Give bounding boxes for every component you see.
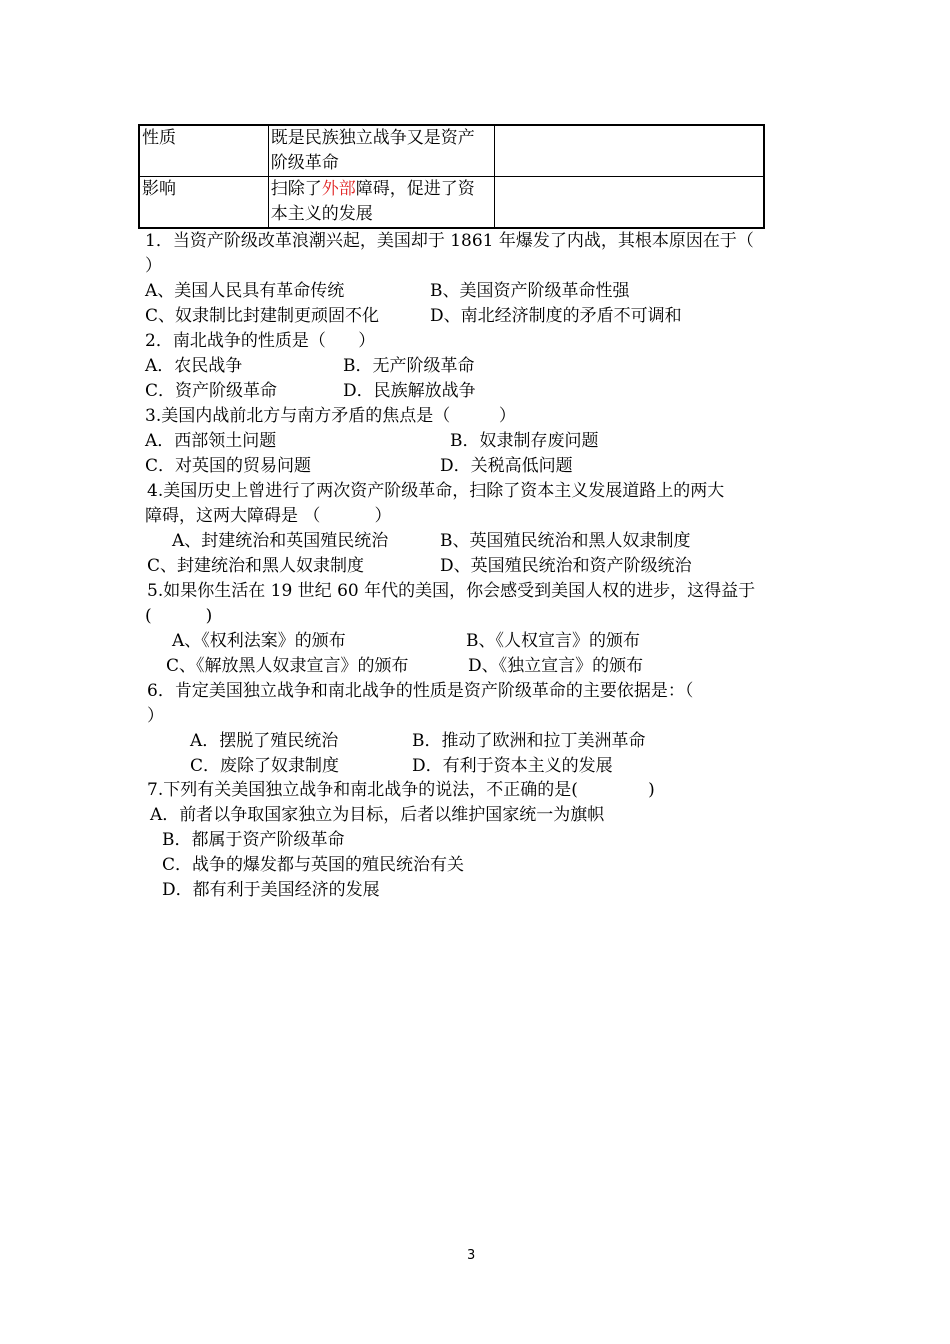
question-1-option-c: C、奴隶制比封建制更顽固不化: [145, 306, 380, 326]
question-5-stem-cont: ( ): [145, 606, 213, 626]
question-6-stem: 6．肯定美国独立战争和南北战争的性质是资产阶级革命的主要依据是：（: [147, 681, 694, 701]
question-1-stem-cont: ）: [145, 256, 162, 276]
question-3-option-c: C．对英国的贸易问题: [145, 456, 312, 476]
question-5-option-d: D、《独立宣言》的颁布: [468, 656, 644, 676]
content-text: 障碍，促进了资本主义的发展: [270, 179, 475, 224]
question-4-option-a: A、封建统治和英国殖民统治: [172, 531, 389, 551]
question-5-option-b: B、《人权宣言》的颁布: [466, 631, 640, 651]
table-row: [139, 177, 764, 229]
table-cell-label: 影响: [139, 177, 268, 229]
question-1-option-b: B、美国资产阶级革命性强: [430, 281, 630, 301]
question-4-stem: 4.美国历史上曾进行了两次资产阶级革命，扫除了资本主义发展道路上的两大: [147, 481, 725, 501]
question-3-option-b: B．奴隶制存废问题: [450, 431, 599, 451]
question-4-option-b: B、英国殖民统治和黑人奴隶制度: [440, 531, 691, 551]
question-4-option-c: C、封建统治和黑人奴隶制度: [147, 556, 365, 576]
question-4-stem-cont: 障碍，这两大障碍是 （ ）: [145, 506, 392, 526]
question-1-option-a: A、美国人民具有革命传统: [145, 281, 345, 301]
question-5-stem: 5.如果你生活在 19 世纪 60 年代的美国，你会感受到美国人权的进步，这得益于: [147, 581, 756, 601]
question-7-option-b: B．都属于资产阶级革命: [162, 830, 345, 850]
table-cell-extra: [494, 125, 764, 177]
question-2-option-b: B．无产阶级革命: [343, 356, 475, 376]
highlighted-text: 外部: [321, 179, 356, 199]
question-3-stem: 3.美国内战前北方与南方矛盾的焦点是（ ）: [145, 406, 516, 426]
question-2-option-c: C．资产阶级革命: [145, 381, 278, 401]
question-5-option-c: C、《解放黑人奴隶宣言》的颁布: [166, 656, 409, 676]
question-4-option-d: D、英国殖民统治和资产阶级统治: [440, 556, 692, 576]
question-6-stem-cont: ）: [147, 706, 164, 726]
question-6-option-a: A．摆脱了殖民统治: [190, 731, 339, 751]
summary-table: [138, 124, 765, 229]
question-7-option-c: C．战争的爆发都与英国的殖民统治有关: [162, 855, 465, 875]
question-1-option-d: D、南北经济制度的矛盾不可调和: [430, 306, 682, 326]
question-3-option-d: D．关税高低问题: [440, 456, 573, 476]
question-3-option-a: A．西部领土问题: [145, 431, 277, 451]
question-7-option-d: D．都有利于美国经济的发展: [162, 880, 380, 900]
question-6-option-d: D．有利于资本主义的发展: [412, 756, 613, 776]
question-6-option-b: B．推动了欧洲和拉丁美洲革命: [412, 731, 646, 751]
table-cell-content: 既是民族独立战争又是资产阶级革命: [268, 125, 494, 177]
question-7-option-a: A．前者以争取国家独立为目标，后者以维护国家统一为旗帜: [150, 805, 605, 825]
question-2-option-d: D．民族解放战争: [343, 381, 476, 401]
question-2-stem: 2．南北战争的性质是（ ）: [145, 331, 376, 351]
question-6-option-c: C．废除了奴隶制度: [190, 756, 340, 776]
table-cell-extra: [494, 177, 764, 229]
question-7-stem: 7.下列有关美国独立战争和南北战争的说法，不正确的是( ): [147, 780, 655, 800]
page-number: 3: [467, 1248, 476, 1263]
table-cell-content: [268, 177, 494, 229]
question-5-option-a: A、《权利法案》的颁布: [172, 631, 346, 651]
question-1-stem: 1．当资产阶级改革浪潮兴起，美国却于 1861 年爆发了内战，其根本原因在于（: [145, 231, 754, 251]
table-cell-label: 性质: [139, 125, 268, 177]
content-text: 扫除了: [270, 179, 322, 199]
question-2-option-a: A．农民战争: [145, 356, 243, 376]
table-row: [139, 125, 764, 177]
